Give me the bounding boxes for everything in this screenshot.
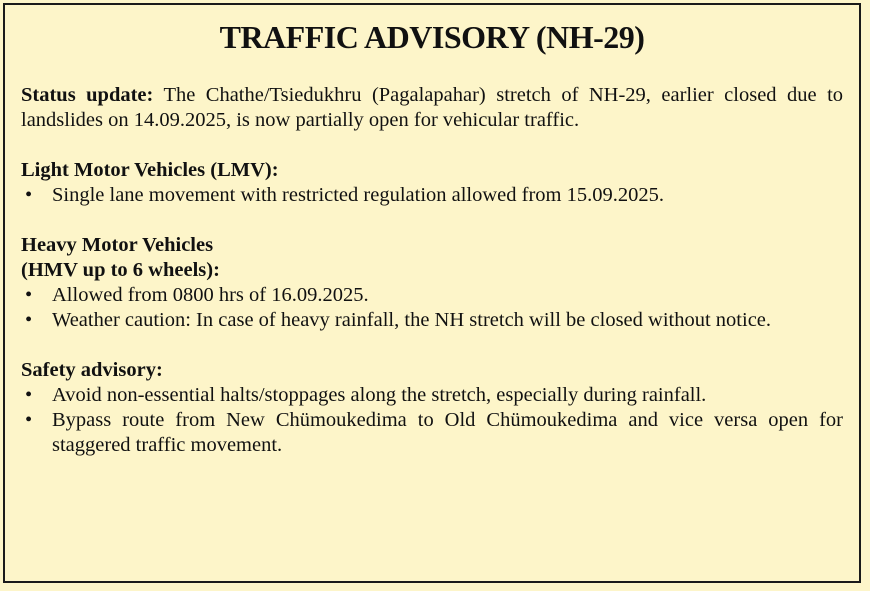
bullet-icon: • bbox=[25, 384, 33, 406]
status-text: The Chathe/Tsiedukhru (Pagalapahar) stretch of NH-29, earlier closed due to landslides on 14.09.2025, is now partially open for vehicular traffic. bbox=[21, 84, 844, 131]
safety-heading: Safety advisory: bbox=[21, 359, 163, 381]
bullet-icon: • bbox=[25, 309, 33, 331]
safety-list bbox=[21, 383, 843, 458]
bullet-icon: • bbox=[25, 184, 33, 206]
status-label: Status update: bbox=[21, 84, 154, 106]
bullet-icon: • bbox=[25, 409, 33, 431]
lmv-list bbox=[21, 183, 843, 208]
hmv-heading-line1: Heavy Motor Vehicles bbox=[21, 234, 214, 256]
advisory-box bbox=[3, 3, 861, 583]
advisory-title: TRAFFIC ADVISORY (NH-29) bbox=[219, 19, 645, 55]
list-item: • Bypass route from New Chümoukedima to Old Chümoukedima and vice versa open for staggered traffic movement. bbox=[25, 409, 843, 456]
list-item: • Avoid non-essential halts/stoppages along the stretch, especially during rainfall. bbox=[25, 384, 707, 406]
hmv-list bbox=[21, 283, 843, 333]
list-item: • Allowed from 0800 hrs of 16.09.2025. bbox=[25, 284, 369, 306]
lmv-heading: Light Motor Vehicles (LMV): bbox=[21, 159, 279, 181]
status-update bbox=[21, 83, 843, 133]
bullet-icon: • bbox=[25, 284, 33, 306]
hmv-heading-line2: (HMV up to 6 wheels): bbox=[21, 259, 220, 281]
list-item: • Weather caution: In case of heavy rainfall, the NH stretch will be closed without notice. bbox=[25, 309, 772, 331]
list-item: • Single lane movement with restricted regulation allowed from 15.09.2025. bbox=[25, 184, 665, 206]
advisory-content bbox=[21, 83, 843, 458]
